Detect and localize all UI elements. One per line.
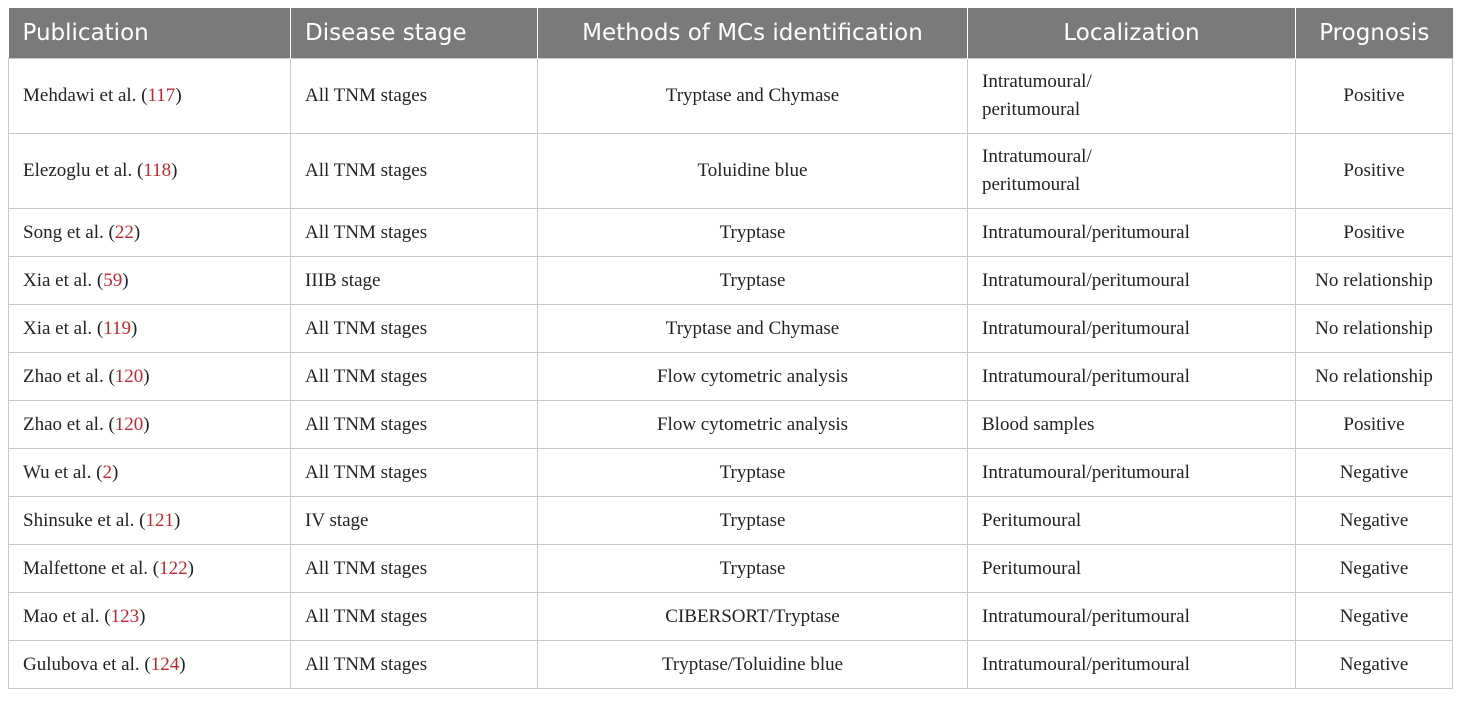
- localization-cell: Intratumoural/peritumoural: [968, 257, 1296, 305]
- localization-cell: Intratumoural/peritumoural: [968, 641, 1296, 689]
- header-prognosis: Prognosis: [1296, 8, 1453, 59]
- prognosis-cell: Positive: [1296, 209, 1453, 257]
- publication-cell: Song et al. (22): [9, 209, 291, 257]
- localization-cell: Intratumoural/peritumoural: [968, 593, 1296, 641]
- stage-cell: All TNM stages: [291, 545, 538, 593]
- header-row: [9, 8, 1453, 59]
- table-row: [9, 497, 1453, 545]
- publication-cell: Shinsuke et al. (121): [9, 497, 291, 545]
- localization-cell: Peritumoural: [968, 497, 1296, 545]
- localization-cell: Intratumoural/peritumoural: [968, 449, 1296, 497]
- method-cell: Tryptase/Toluidine blue: [538, 641, 968, 689]
- publication-cell: Elezoglu et al. (118): [9, 134, 291, 209]
- method-cell: Tryptase: [538, 449, 968, 497]
- publication-cell: Zhao et al. (120): [9, 401, 291, 449]
- reference-link[interactable]: 119: [103, 317, 131, 339]
- method-cell: Toluidine blue: [538, 134, 968, 209]
- table-row: [9, 593, 1453, 641]
- table-row: [9, 59, 1453, 134]
- header-methods: Methods of MCs identification: [538, 8, 968, 59]
- publication-cell: Mao et al. (123): [9, 593, 291, 641]
- localization-cell: Intratumoural/peritumoural: [968, 305, 1296, 353]
- method-cell: CIBERSORT/Tryptase: [538, 593, 968, 641]
- localization-cell: Intratumoural/ peritumoural: [968, 134, 1296, 209]
- prognosis-cell: Positive: [1296, 59, 1453, 134]
- reference-link[interactable]: 118: [143, 160, 172, 181]
- prognosis-cell: Negative: [1296, 497, 1453, 545]
- table-row: [9, 305, 1453, 353]
- stage-cell: All TNM stages: [291, 401, 538, 449]
- header-disease-stage: Disease stage: [291, 8, 538, 59]
- prognosis-cell: Negative: [1296, 545, 1453, 593]
- reference-link[interactable]: 121: [145, 509, 174, 531]
- publication-cell: Mehdawi et al. (117): [9, 59, 291, 134]
- prognosis-cell: Negative: [1296, 593, 1453, 641]
- table-row: [9, 449, 1453, 497]
- localization-cell: Intratumoural/peritumoural: [968, 209, 1296, 257]
- localization-cell: Intratumoural/ peritumoural: [968, 59, 1296, 134]
- stage-cell: All TNM stages: [291, 305, 538, 353]
- localization-cell: Blood samples: [968, 401, 1296, 449]
- prognosis-cell: Negative: [1296, 449, 1453, 497]
- reference-link[interactable]: 124: [150, 653, 180, 675]
- publication-cell: Gulubova et al. (124): [9, 641, 291, 689]
- reference-link[interactable]: 117: [147, 85, 176, 106]
- method-cell: Tryptase and Chymase: [538, 305, 968, 353]
- stage-cell: All TNM stages: [291, 449, 538, 497]
- method-cell: Flow cytometric analysis: [538, 401, 968, 449]
- prognosis-cell: Positive: [1296, 134, 1453, 209]
- mast-cell-prognosis-table: [8, 8, 1453, 689]
- publication-cell: Xia et al. (59): [9, 257, 291, 305]
- prognosis-cell: No relationship: [1296, 305, 1453, 353]
- table-container: [8, 8, 1452, 689]
- publication-cell: Wu et al. (2): [9, 449, 291, 497]
- reference-link[interactable]: 123: [110, 605, 140, 627]
- table-body: [9, 59, 1453, 689]
- table-row: [9, 134, 1453, 209]
- method-cell: Tryptase: [538, 497, 968, 545]
- prognosis-cell: No relationship: [1296, 257, 1453, 305]
- table-row: [9, 353, 1453, 401]
- method-cell: Tryptase: [538, 257, 968, 305]
- reference-link[interactable]: 120: [114, 365, 144, 387]
- prognosis-cell: No relationship: [1296, 353, 1453, 401]
- reference-link[interactable]: 59: [103, 269, 123, 291]
- reference-link[interactable]: 122: [159, 557, 188, 579]
- header-publication: Publication: [9, 8, 291, 59]
- publication-cell: Zhao et al. (120): [9, 353, 291, 401]
- stage-cell: IIIB stage: [291, 257, 538, 305]
- table-row: [9, 257, 1453, 305]
- stage-cell: All TNM stages: [291, 641, 538, 689]
- prognosis-cell: Negative: [1296, 641, 1453, 689]
- stage-cell: All TNM stages: [291, 593, 538, 641]
- table-row: [9, 545, 1453, 593]
- method-cell: Tryptase and Chymase: [538, 59, 968, 134]
- stage-cell: IV stage: [291, 497, 538, 545]
- stage-cell: All TNM stages: [291, 353, 538, 401]
- localization-cell: Intratumoural/peritumoural: [968, 353, 1296, 401]
- publication-cell: Malfettone et al. (122): [9, 545, 291, 593]
- stage-cell: All TNM stages: [291, 134, 538, 209]
- table-row: [9, 209, 1453, 257]
- stage-cell: All TNM stages: [291, 209, 538, 257]
- method-cell: Tryptase: [538, 545, 968, 593]
- header-localization: Localization: [968, 8, 1296, 59]
- reference-link[interactable]: 120: [114, 413, 144, 435]
- stage-cell: All TNM stages: [291, 59, 538, 134]
- table-row: [9, 641, 1453, 689]
- publication-cell: Xia et al. (119): [9, 305, 291, 353]
- table-row: [9, 401, 1453, 449]
- reference-link[interactable]: 22: [114, 221, 134, 243]
- localization-cell: Peritumoural: [968, 545, 1296, 593]
- reference-link[interactable]: 2: [102, 461, 112, 483]
- method-cell: Flow cytometric analysis: [538, 353, 968, 401]
- prognosis-cell: Positive: [1296, 401, 1453, 449]
- method-cell: Tryptase: [538, 209, 968, 257]
